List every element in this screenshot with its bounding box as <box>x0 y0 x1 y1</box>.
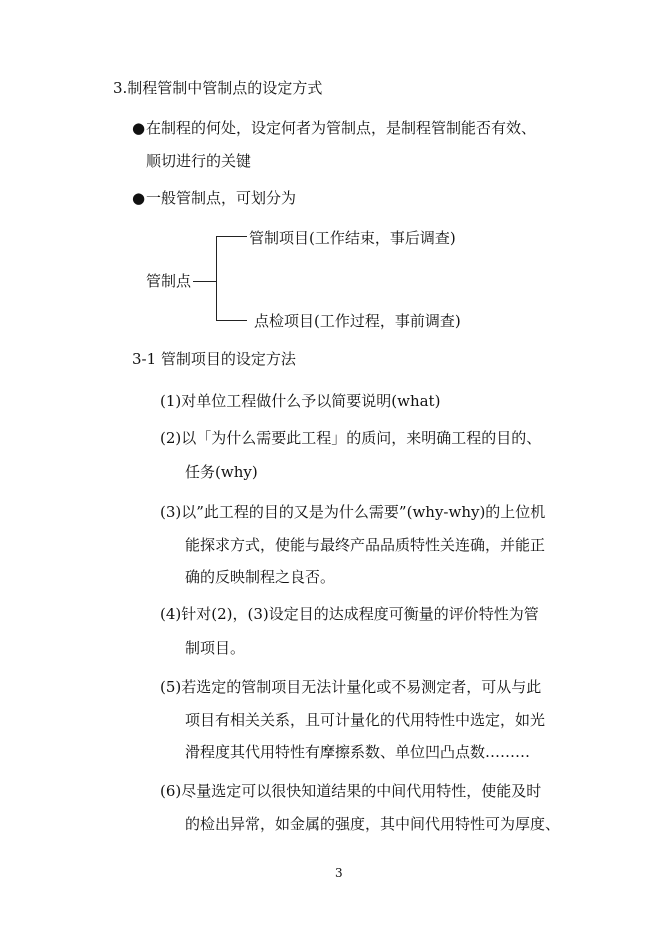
item-text: 若选定的管制项目无法计量化或不易测定者，可从与此 <box>181 678 542 696</box>
item-text: 以”此工程的目的又是为什么需要”(why-why)的上位机 <box>181 503 546 521</box>
bullet-1-line-2: 顺切进行的关键 <box>146 152 252 170</box>
diagram-connector <box>193 281 216 282</box>
section-title: 3.制程管制中管制点的设定方式 <box>113 79 323 97</box>
diagram-branch-control-items: 管制项目(工作结束，事后调查) <box>249 229 456 247</box>
diagram-vertical-line <box>216 236 217 320</box>
bullet-2-text-1: 一般管制点，可划分为 <box>146 189 297 207</box>
item-4-line-1 <box>160 605 539 623</box>
item-number: (6) <box>160 782 182 800</box>
item-3-line-3: 确的反映制程之良否。 <box>185 568 336 586</box>
bullet-2-line-1 <box>132 189 296 207</box>
item-5-line-1 <box>160 678 541 696</box>
item-2-line-2: 任务(why) <box>185 463 258 481</box>
page-number: 3 <box>335 866 343 880</box>
item-text: 针对(2)，(3)设定目的达成程度可衡量的评价特性为管 <box>181 605 539 623</box>
item-6-line-2: 的检出异常，如金属的强度，其中间代用特性可为厚度、 <box>185 815 561 833</box>
item-number: (2) <box>160 429 182 447</box>
item-4-line-2: 制项目。 <box>185 639 246 657</box>
item-number: (5) <box>160 678 182 696</box>
item-text: 尽量选定可以很快知道结果的中间代用特性，使能及时 <box>181 782 542 800</box>
item-2-line-1 <box>160 429 541 447</box>
item-1-line-1 <box>160 392 440 410</box>
diagram-branch-inspection-items: 点检项目(工作过程，事前调查) <box>254 312 461 330</box>
item-3-line-2: 能探求方式，使能与最终产品品质特性关连确，并能正 <box>185 536 546 554</box>
item-text: 以「为什么需要此工程」的质问，来明确工程的目的、 <box>181 429 542 447</box>
item-3-line-1 <box>160 503 545 521</box>
item-5-line-3: 滑程度其代用特性有摩擦系数、单位凹凸点数……… <box>185 743 531 761</box>
bullet-dot: ● <box>132 189 146 207</box>
item-number: (3) <box>160 503 182 521</box>
item-number: (4) <box>160 605 182 623</box>
diagram-bottom-branch-line <box>216 320 247 321</box>
subsection-title: 3-1 管制项目的设定方法 <box>132 350 296 368</box>
bullet-1-text-1: 在制程的何处，设定何者为管制点，是制程管制能否有效、 <box>146 119 537 137</box>
bullet-1-line-1 <box>132 119 536 137</box>
item-number: (1) <box>160 392 182 410</box>
diagram-top-branch-line <box>216 236 247 237</box>
bullet-dot: ● <box>132 119 146 137</box>
item-5-line-2: 项目有相关关系，且可计量化的代用特性中选定，如光 <box>185 711 546 729</box>
diagram-root: 管制点 <box>146 272 192 290</box>
item-text: 对单位工程做什么予以简要说明(what) <box>181 392 441 410</box>
item-6-line-1 <box>160 782 541 800</box>
